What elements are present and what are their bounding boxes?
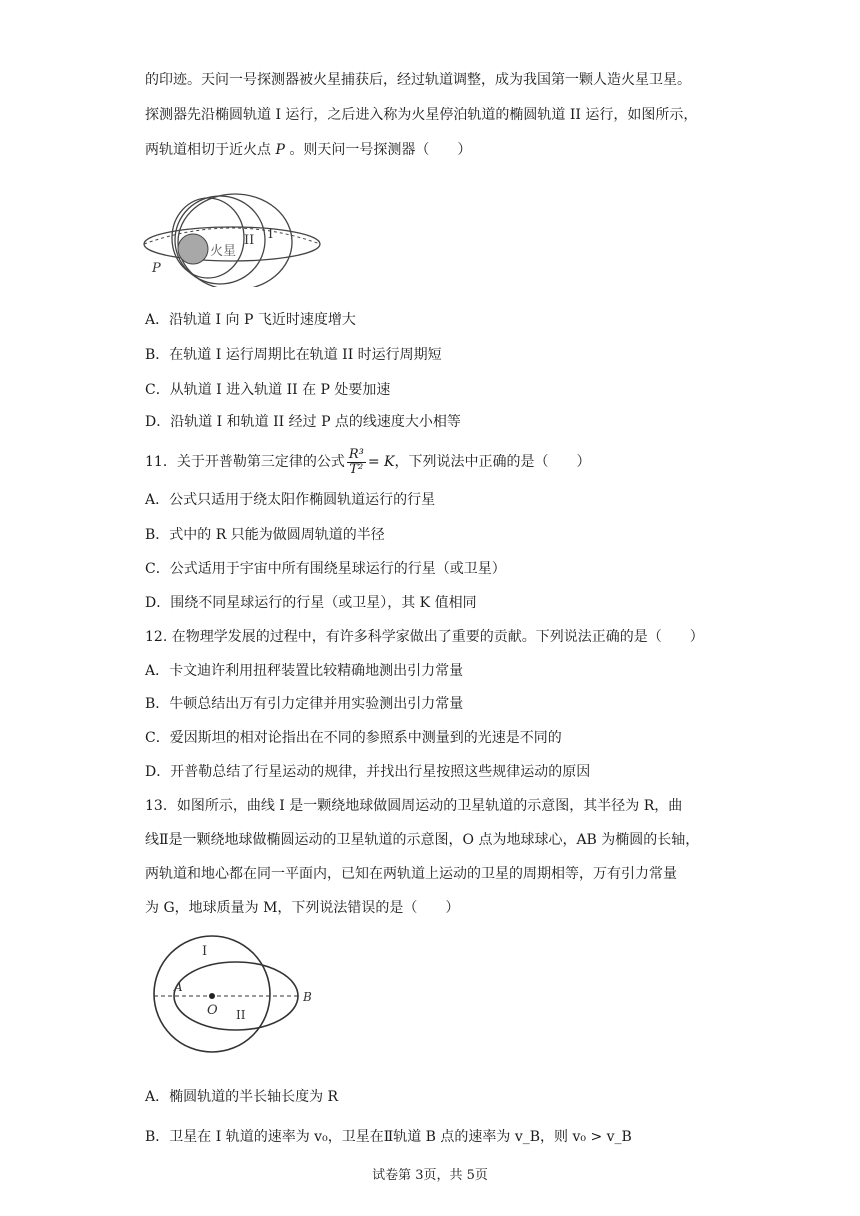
- q12-option-b: B．牛顿总结出万有引力定律并用实验测出引力常量: [145, 696, 464, 712]
- point-p-label: P: [152, 261, 161, 276]
- formula-denominator: T²: [349, 461, 364, 477]
- q11-stem-pre: 11．关于开普勒第三定律的公式: [145, 454, 345, 470]
- q13-line-2: 线Ⅱ是一颗绕地球做椭圆运动的卫星轨道的示意图，O 点为地球球心，AB 为椭圆的长轴，: [145, 832, 700, 848]
- intro-line-3-post: 。则天问一号探测器（ ）: [284, 142, 472, 158]
- q13-option-a: A．椭圆轨道的半长轴长度为 R: [145, 1089, 339, 1105]
- mars-label: 火星: [210, 244, 237, 259]
- q11-stem: [145, 447, 590, 477]
- point-a-label: A: [174, 980, 183, 994]
- orbit-I-label: I: [202, 944, 208, 959]
- intro-line-3-pre: 两轨道相切于近火点: [145, 142, 276, 158]
- q12-option-c: C．爱因斯坦的相对论指出在不同的参照系中测量到的光速是不同的: [145, 730, 562, 746]
- q12-option-a: A．卡文迪许利用扭秤装置比较精确地测出引力常量: [145, 663, 464, 679]
- orbit-II-label: II: [236, 1008, 246, 1022]
- q10-option-d: D．沿轨道 I 和轨道 II 经过 P 点的线速度大小相等: [145, 414, 461, 430]
- point-o-label: O: [207, 1003, 218, 1018]
- mars-orbit-figure: [140, 172, 330, 287]
- q10-option-c: C．从轨道 I 进入轨道 II 在 P 处要加速: [145, 382, 391, 398]
- mars-circle: [178, 234, 208, 264]
- q10-option-b: B．在轨道 I 运行周期比在轨道 II 时运行周期短: [145, 347, 442, 363]
- earth-orbit-figure: [150, 930, 330, 1060]
- formula-numerator: R³: [348, 446, 364, 462]
- q13-line-1: 13．如图所示，曲线 I 是一颗绕地球做圆周运动的卫星轨道的示意图，其半径为 R，曲: [145, 798, 683, 814]
- orbit-II-label: II: [244, 233, 255, 248]
- q12-option-d: D．开普勒总结了行星运动的规律，并找出行星按照这些规律运动的原因: [145, 764, 591, 780]
- q12-stem: 12. 在物理学发展的过程中，有许多科学家做出了重要的贡献。下列说法正确的是（ ）: [145, 629, 704, 645]
- earth-center-dot: [209, 993, 215, 999]
- orbit-I-label: I: [268, 227, 274, 242]
- q13-line-4: 为 G，地球质量为 M，下列说法错误的是（ ）: [145, 900, 460, 916]
- q11-option-c: C．公式适用于宇宙中所有围绕星球运行的行星（或卫星）: [145, 561, 506, 577]
- q11-option-d: D．围绕不同星球运行的行星（或卫星），其 K 值相同: [145, 595, 477, 611]
- point-b-label: B: [303, 990, 312, 1004]
- intro-line-3: [145, 140, 471, 160]
- intro-point-p: P: [275, 142, 285, 158]
- page-footer: 试卷第 3页，共 5页: [372, 1168, 488, 1183]
- kepler-formula: [347, 448, 366, 477]
- q11-option-a: A．公式只适用于绕太阳作椭圆轨道运行的行星: [145, 492, 436, 508]
- q10-option-a: A．沿轨道 I 向 P 飞近时速度增大: [145, 312, 356, 328]
- far-side-dashed: [144, 228, 320, 244]
- intro-line-2: 探测器先沿椭圆轨道 I 运行，之后进入称为火星停泊轨道的椭圆轨道 II 运行，如图所示，: [145, 107, 698, 123]
- q11-stem-post: ，下列说法中正确的是（ ）: [394, 454, 591, 470]
- intro-line-1: 的印迹。天问一号探测器被火星捕获后，经过轨道调整，成为我国第一颗人造火星卫星。: [145, 72, 691, 88]
- q13-line-3: 两轨道和地心都在同一平面内，已知在两轨道上运动的卫星的周期相等，万有引力常量: [145, 866, 677, 882]
- formula-equals-k: = K: [367, 454, 395, 470]
- q13-option-b: B．卫星在 I 轨道的速率为 v₀，卫星在Ⅱ轨道 B 点的速率为 v_B，则 v₀ > v_B: [145, 1129, 632, 1145]
- q11-option-b: B．式中的 R 只能为做圆周轨道的半径: [145, 527, 385, 543]
